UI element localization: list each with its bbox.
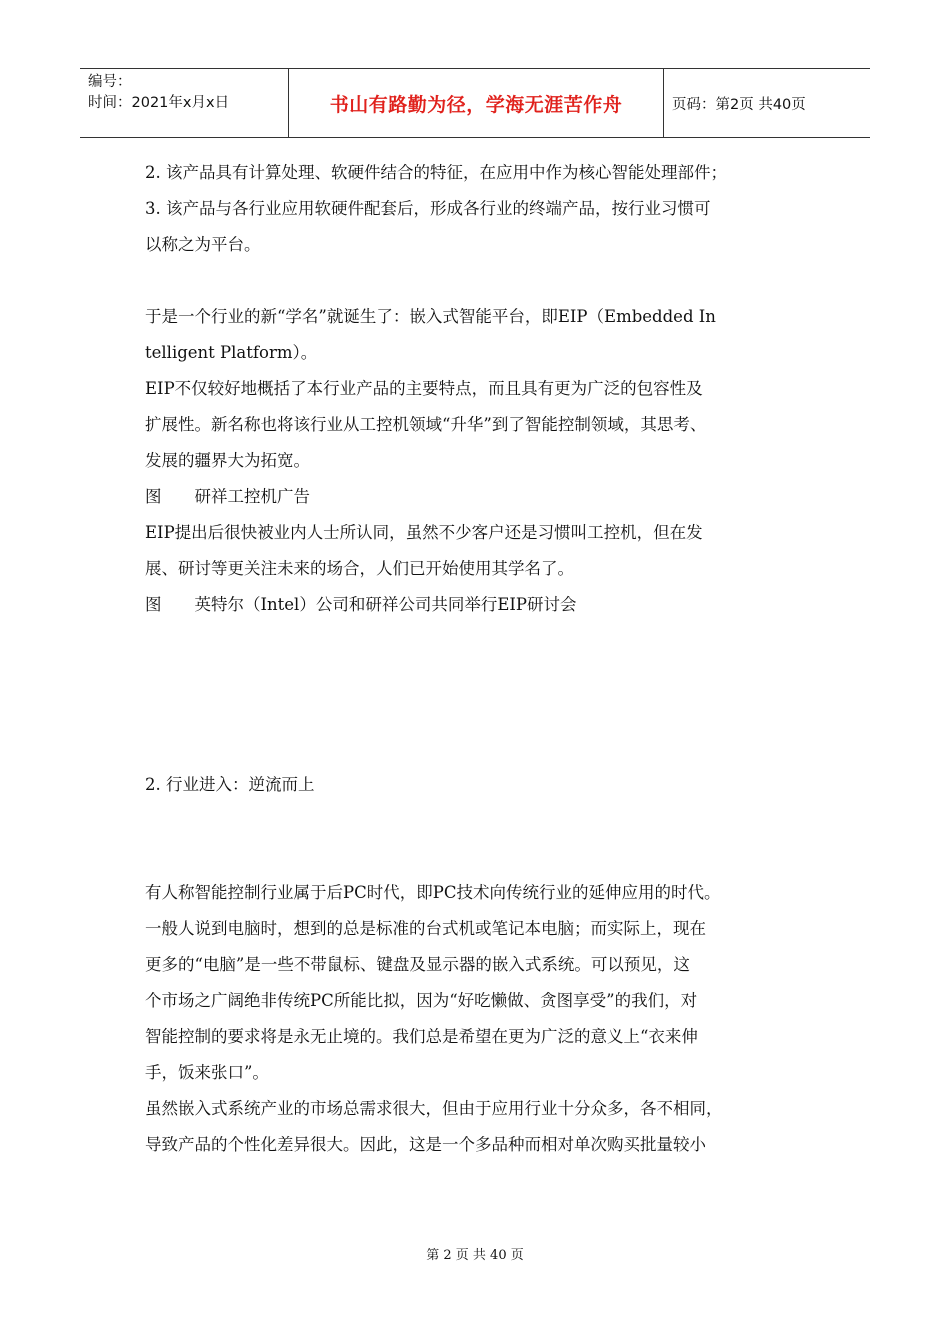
header-page-info: 页码：第2页 共40页 <box>672 96 806 113</box>
blank-line <box>145 803 810 839</box>
body-line: 一般人说到电脑时，想到的总是标准的台式机或笔记本电脑；而实际上，现在 <box>145 919 706 938</box>
header-meta <box>80 69 288 137</box>
blank-line <box>145 659 810 695</box>
body-line: 展、研讨等更关注未来的场合，人们已开始使用其学名了。 <box>145 559 574 578</box>
body-line: 于是一个行业的新“学名”就诞生了：嵌入式智能平台，即EIP（Embedded In <box>145 307 716 326</box>
body-line: 智能控制的要求将是永无止境的。我们总是希望在更为广泛的意义上“衣来伸 <box>145 1027 698 1046</box>
body-line: 更多的“电脑”是一些不带鼠标、键盘及显示器的嵌入式系统。可以预见，这 <box>145 955 690 974</box>
body-line: 发展的疆界大为拓宽。 <box>145 451 310 470</box>
document-number: 编号： <box>88 74 132 90</box>
body-line: 手，饭来张口”。 <box>145 1063 269 1082</box>
body-line: 2. 该产品具有计算处理、软硬件结合的特征，在应用中作为核心智能处理部件； <box>145 163 727 182</box>
blank-line <box>145 839 810 875</box>
body-line: EIP不仅较好地概括了本行业产品的主要特点，而且具有更为广泛的包容性及 <box>145 379 703 398</box>
body-line: 扩展性。新名称也将该行业从工控机领域“升华”到了智能控制领域，其思考、 <box>145 415 707 434</box>
document-date: 时间：2021年x月x日 <box>88 95 230 111</box>
body-line: 图 英特尔（Intel）公司和研祥公司共同举行EIP研讨会 <box>145 595 577 614</box>
header-motto: 书山有路勤为径，学海无涯苦作舟 <box>288 69 664 137</box>
page-header <box>80 68 870 138</box>
blank-line <box>145 695 810 731</box>
blank-line <box>145 263 810 299</box>
body-line: 3. 该产品与各行业应用软硬件配套后，形成各行业的终端产品，按行业习惯可 <box>145 199 711 218</box>
page-footer: 第 2 页 共 40 页 <box>426 1248 524 1263</box>
body-line: 个市场之广阔绝非传统PC所能比拟，因为“好吃懒做、贪图享受”的我们，对 <box>145 991 698 1010</box>
body-line: 以称之为平台。 <box>145 235 261 254</box>
body-line: 图 研祥工控机广告 <box>145 487 310 506</box>
body-line: 导致产品的个性化差异很大。因此，这是一个多品种而相对单次购买批量较小 <box>145 1135 706 1154</box>
body-line: 有人称智能控制行业属于后PC时代，即PC技术向传统行业的延伸应用的时代。 <box>145 883 721 902</box>
body-line: EIP提出后很快被业内人士所认同，虽然不少客户还是习惯叫工控机，但在发 <box>145 523 703 542</box>
blank-line <box>145 623 810 659</box>
document-body <box>145 155 810 1163</box>
body-line: 虽然嵌入式系统产业的市场总需求很大，但由于应用行业十分众多，各不相同， <box>145 1099 723 1118</box>
blank-line <box>145 731 810 767</box>
body-line: telligent Platform）。 <box>145 343 318 362</box>
body-line: 2. 行业进入：逆流而上 <box>145 775 315 794</box>
